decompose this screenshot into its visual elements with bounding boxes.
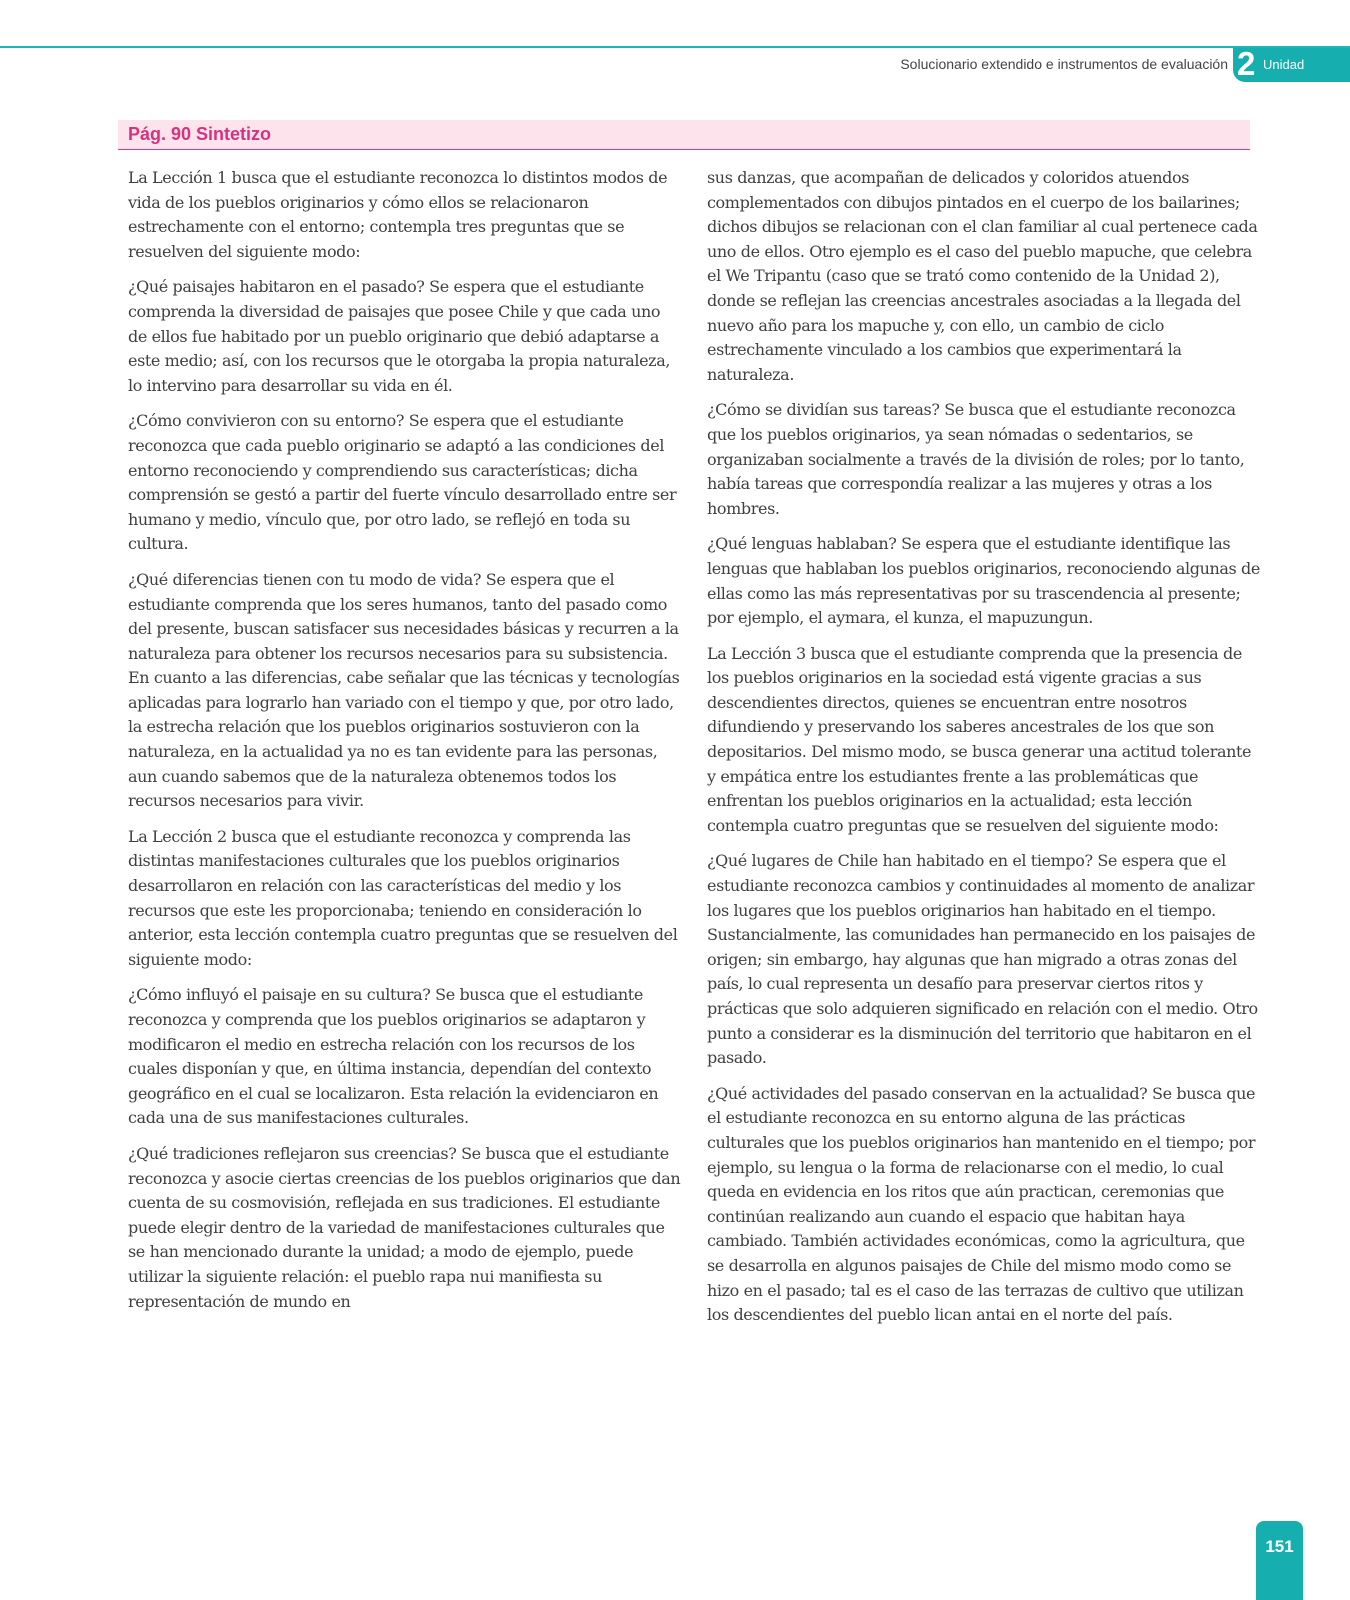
paragraph: La Lección 1 busca que el estudiante reconozca lo distintos modos de vida de los pueblos originarios y cómo ellos se relacionaron estrechamente con el entorno; contempla tres preguntas que se resuelven del siguiente modo: [128, 168, 668, 261]
header-rule [0, 46, 1350, 48]
paragraph: ¿Qué tradiciones reflejaron sus creencias? Se busca que el estudiante reconozca y asocie ciertas creencias de los pueblos originarios que dan cuenta de su cosmovisión, reflejada en sus tradiciones. El estudiante puede elegir dentro de la variedad de manifestaciones culturales que se han mencionado durante la unidad; a modo de ejemplo, puede utilizar la siguiente relación: el pueblo rapa nui manifiesta su representación de mundo en [128, 1143, 681, 1311]
paragraph: ¿Cómo influyó el paisaje en su cultura? Se busca que el estudiante reconozca y comprenda que los pueblos originarios se adaptaron y modificaron el medio en estrecha relación con los recursos de los cuales disponían y que, en última instancia, dependían del contexto geográfico en el cual se localizaron. Esta relación la evidenciaron en cada una de sus manifestaciones culturales. [128, 985, 659, 1128]
page-number: 151 [1265, 1537, 1294, 1556]
running-title: Solucionario extendido e instrumentos de evaluación [900, 56, 1228, 72]
paragraph: La Lección 2 busca que el estudiante reconozca y comprenda las distintas manifestaciones culturales que los pueblos originarios desarrollaron en relación con las características del medio y los recursos que este les proporcionaba; teniendo en consideración lo anterior, esta lección contempla cuatro preguntas que se resuelven del siguiente modo: [128, 826, 678, 969]
paragraph: La Lección 3 busca que el estudiante comprenda que la presencia de los pueblos originarios en la sociedad está vigente gracias a sus descendientes directos, quienes se encuentran entre nosotros difundiendo y preservando los saberes ancestrales de los que son depositarios. Del mismo modo, se busca generar una actitud tolerante y empática entre los estudiantes frente a las problemáticas que enfrentan los pueblos originarios en la actualidad; esta lección contempla cuatro preguntas que se resuelven del siguiente modo: [707, 643, 1252, 835]
paragraph: ¿Cómo convivieron con su entorno? Se espera que el estudiante reconozca que cada pueblo originario se adaptó a las condiciones del entorno reconociendo y comprendiendo sus características; dicha comprensión se gestó a partir del fuerte vínculo desarrollado entre ser humano y medio, vínculo que, por otro lado, se reflejó en toda su cultura. [128, 411, 677, 554]
page-number-tab [1256, 1521, 1303, 1600]
right-column [707, 166, 1262, 1339]
paragraph: ¿Cómo se dividían sus tareas? Se busca que el estudiante reconozca que los pueblos originarios, ya sean nómadas o sedentarios, se organizaban socialmente a través de la división de roles; por lo tanto, había tareas que correspondía realizar a las mujeres y otras a los hombres. [707, 400, 1245, 518]
section-heading-band [118, 120, 1250, 150]
left-column [128, 166, 683, 1325]
paragraph: ¿Qué lugares de Chile han habitado en el tiempo? Se espera que el estudiante reconozca cambios y continuidades al momento de analizar los lugares que los pueblos originarios han habitado en el tiempo. Sustancialmente, las comunidades han permanecido en los paisajes de origen; sin embargo, hay algunas que han migrado a otras zonas del país, lo cual representa un desafío para preservar ciertos ritos y prácticas que solo adquieren significado en relación con el medio. Otro punto a considerar es la disminución del territorio que habitaron en el pasado. [707, 851, 1258, 1068]
paragraph: ¿Qué lenguas hablaban? Se espera que el estudiante identifique las lenguas que hablaban los pueblos originarios, reconociendo algunas de ellas como las más representativas por su trascendencia al presente; por ejemplo, el aymara, el kunza, el mapuzungun. [707, 534, 1260, 628]
section-title: Pág. 90 Sintetizo [128, 124, 272, 144]
paragraph: ¿Qué actividades del pasado conservan en la actualidad? Se busca que el estudiante reconozca en su entorno alguna de las prácticas culturales que los pueblos originarios han mantenido en el tiempo; por ejemplo, su lengua o la forma de relacionarse con el medio, lo cual queda en evidencia en los ritos que aún practican, ceremonias que continúan realizando aun cuando el espacio que habitan haya cambiado. También actividades económicas, como la agricultura, que se desarrolla en algunos paisajes de Chile del mismo modo como se hizo en el pasado; tal es el caso de las terrazas de cultivo que utilizan los descendientes del pueblo lican antai en el norte del país. [707, 1083, 1256, 1325]
paragraph: sus danzas, que acompañan de delicados y coloridos atuendos complementados con dibujos pintados en el cuerpo de los bailarines; dichos dibujos se relacionan con el clan familiar al cual pertenece cada uno de ellos. Otro ejemplo es el caso del pueblo mapuche, que celebra el We Tripantu (caso que se trató como contenido de la Unidad 2), donde se reflejan las creencias ancestrales asociadas a la llegada del nuevo año para los mapuche y, con ello, un cambio de ciclo estrechamente vinculado a los cambios que experimentará la naturaleza. [707, 168, 1258, 384]
unit-number: 2 [1237, 45, 1256, 82]
paragraph: ¿Qué diferencias tienen con tu modo de vida? Se espera que el estudiante comprenda que los seres humanos, tanto del pasado como del presente, buscan satisfacer sus necesidades básicas y recurren a la naturaleza para obtener los recursos necesarios para su subsistencia. En cuanto a las diferencias, cabe señalar que las técnicas y tecnologías aplicadas para lograrlo han variado con el tiempo y que, por otro lado, la estrecha relación que los pueblos originarios sostuvieron con la naturaleza, en la actualidad ya no es tan evidente para las personas, aun cuando sabemos que de la naturaleza obtenemos todos los recursos necesarios para vivir. [128, 569, 680, 811]
unit-label: Unidad [1263, 57, 1305, 72]
paragraph: ¿Qué paisajes habitaron en el pasado? Se espera que el estudiante comprenda la diversidad de paisajes que posee Chile y que cada uno de ellos fue habitado por un pueblo originario que debió adaptarse a este medio; así, con los recursos que le otorgaba la propia naturaleza, lo intervino para desarrollar su vida en él. [128, 277, 671, 395]
unit-tab [1233, 45, 1350, 82]
